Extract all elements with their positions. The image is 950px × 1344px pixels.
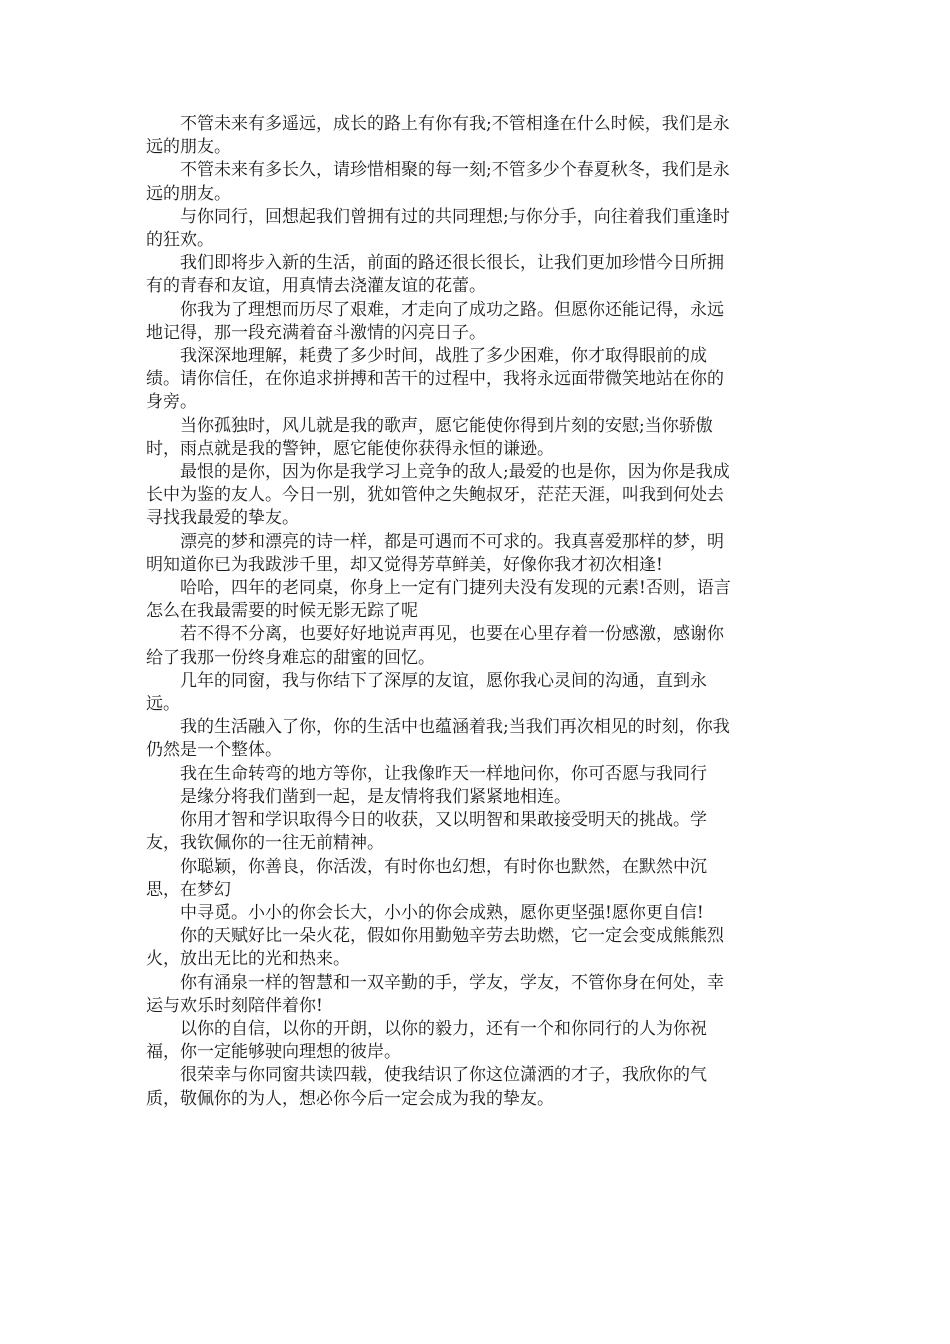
text-line: 仍然是一个整体。 [146, 740, 282, 761]
paragraph [146, 670, 806, 716]
paragraph [146, 1018, 806, 1064]
paragraph [146, 856, 806, 902]
text-line: 你我为了理想而历尽了艰难，才走向了成功之路。但愿你还能记得，永远 [180, 299, 724, 320]
text-line: 有的青春和友谊，用真情去浇灌友谊的花蕾。 [146, 276, 486, 297]
text-line: 最恨的是你，因为你是我学习上竞争的敌人;最爱的也是你，因为你是我成 [180, 462, 730, 483]
paragraph [146, 415, 806, 461]
text-line: 远的朋友。 [146, 183, 231, 204]
text-line: 福，你一定能够驶向理想的彼岸。 [146, 1042, 401, 1063]
paragraph [146, 345, 806, 415]
text-line: 火，放出无比的光和热来。 [146, 949, 350, 970]
text-line: 你用才智和学识取得今日的收获，又以明智和果敢接受明天的挑战。学 [180, 810, 707, 831]
text-line: 当你孤独时，风儿就是我的歌声，愿它能使你得到片刻的安慰;当你骄傲 [180, 415, 713, 436]
text-line: 你有涌泉一样的智慧和一双辛勤的手，学友，学友，不管你身在何处，幸 [180, 972, 724, 993]
paragraph [146, 461, 806, 531]
text-line: 漂亮的梦和漂亮的诗一样，都是可遇而不可求的。我真喜爱那样的梦，明 [180, 531, 724, 552]
text-line: 友，我钦佩你的一往无前精神。 [146, 833, 384, 854]
text-line: 不管未来有多长久，请珍惜相聚的每一刻;不管多少个春夏秋冬，我们是永 [180, 160, 730, 181]
paragraph [146, 763, 806, 786]
text-line: 我在生命转弯的地方等你，让我像昨天一样地问你，你可否愿与我同行 [180, 763, 707, 784]
paragraph [146, 113, 806, 159]
text-line: 的狂欢。 [146, 230, 214, 251]
text-line: 明知道你已为我跋涉千里，却又觉得芳草鲜美，好像你我才初次相逢! [146, 554, 663, 575]
text-line: 与你同行，回想起我们曾拥有过的共同理想;与你分手，向往着我们重逢时 [180, 206, 730, 227]
text-line: 远。 [146, 694, 180, 715]
text-line: 怎么在我最需要的时候无影无踪了呢 [146, 601, 418, 622]
text-line: 寻找我最爱的挚友。 [146, 508, 299, 529]
text-line: 我的生活融入了你，你的生活中也蕴涵着我;当我们再次相见的时刻，你我 [180, 717, 730, 738]
text-line: 中寻觅。小小的你会长大，小小的你会成熟，愿你更坚强!愿你更自信! [180, 902, 704, 923]
text-line: 若不得不分离，也要好好地说声再见，也要在心里存着一份感激，感谢你 [180, 624, 724, 645]
text-line: 哈哈，四年的老同桌，你身上一定有门捷列夫没有发现的元素!否则，语言 [180, 578, 731, 599]
text-line: 你聪颖，你善良，你活泼，有时你也幻想，有时你也默然，在默然中沉 [180, 856, 707, 877]
text-line: 给了我那一份终身难忘的甜蜜的回忆。 [146, 647, 435, 668]
paragraph [146, 925, 806, 971]
paragraph [146, 716, 806, 762]
text-line: 不管未来有多遥远，成长的路上有你有我;不管相逢在什么时候，我们是永 [180, 114, 730, 134]
text-line: 是缘分将我们凿到一起，是友情将我们紧紧地相连。 [180, 786, 571, 807]
paragraph [146, 577, 806, 623]
text-line: 思，在梦幻 [146, 879, 231, 900]
text-line: 你的天赋好比一朵火花，假如你用勤勉辛劳去助燃，它一定会变成熊熊烈 [180, 926, 724, 947]
text-line: 身旁。 [146, 392, 197, 413]
text-line: 质，敬佩你的为人，想必你今后一定会成为我的挚友。 [146, 1088, 554, 1109]
text-line: 时，雨点就是我的警钟，愿它能使你获得永恒的谦逊。 [146, 438, 554, 459]
text-line: 以你的自信，以你的开朗，以你的毅力，还有一个和你同行的人为你祝 [180, 1018, 707, 1039]
paragraph [146, 786, 806, 809]
paragraph [146, 531, 806, 577]
text-line: 远的朋友。 [146, 137, 231, 158]
text-line: 很荣幸与你同窗共读四载，使我结识了你这位潇洒的才子，我欣你的气 [180, 1065, 707, 1086]
text-line: 我深深地理解，耗费了多少时间，战胜了多少困难，你才取得眼前的成 [180, 346, 707, 367]
paragraph [146, 809, 806, 855]
paragraph [146, 159, 806, 205]
paragraph [146, 299, 806, 345]
paragraph [146, 972, 806, 1018]
paragraph [146, 902, 806, 925]
paragraph [146, 252, 806, 298]
text-line: 几年的同窗，我与你结下了深厚的友谊，愿你我心灵间的沟通，直到永 [180, 670, 707, 691]
paragraph [146, 206, 806, 252]
paragraph [146, 1064, 806, 1110]
text-line: 长中为鉴的友人。今日一别，犹如管仲之失鲍叔牙，茫茫天涯，叫我到何处去 [146, 485, 724, 506]
text-line: 运与欢乐时刻陪伴着你! [146, 995, 323, 1016]
text-line: 我们即将步入新的生活，前面的路还很长很长，让我们更加珍惜今日所拥 [180, 253, 724, 274]
document-body [146, 113, 806, 1111]
text-line: 地记得，那一段充满着奋斗激情的闪亮日子。 [146, 322, 486, 343]
paragraph [146, 623, 806, 669]
text-line: 绩。请你信任，在你追求拼搏和苦干的过程中，我将永远面带微笑地站在你的 [146, 369, 724, 390]
